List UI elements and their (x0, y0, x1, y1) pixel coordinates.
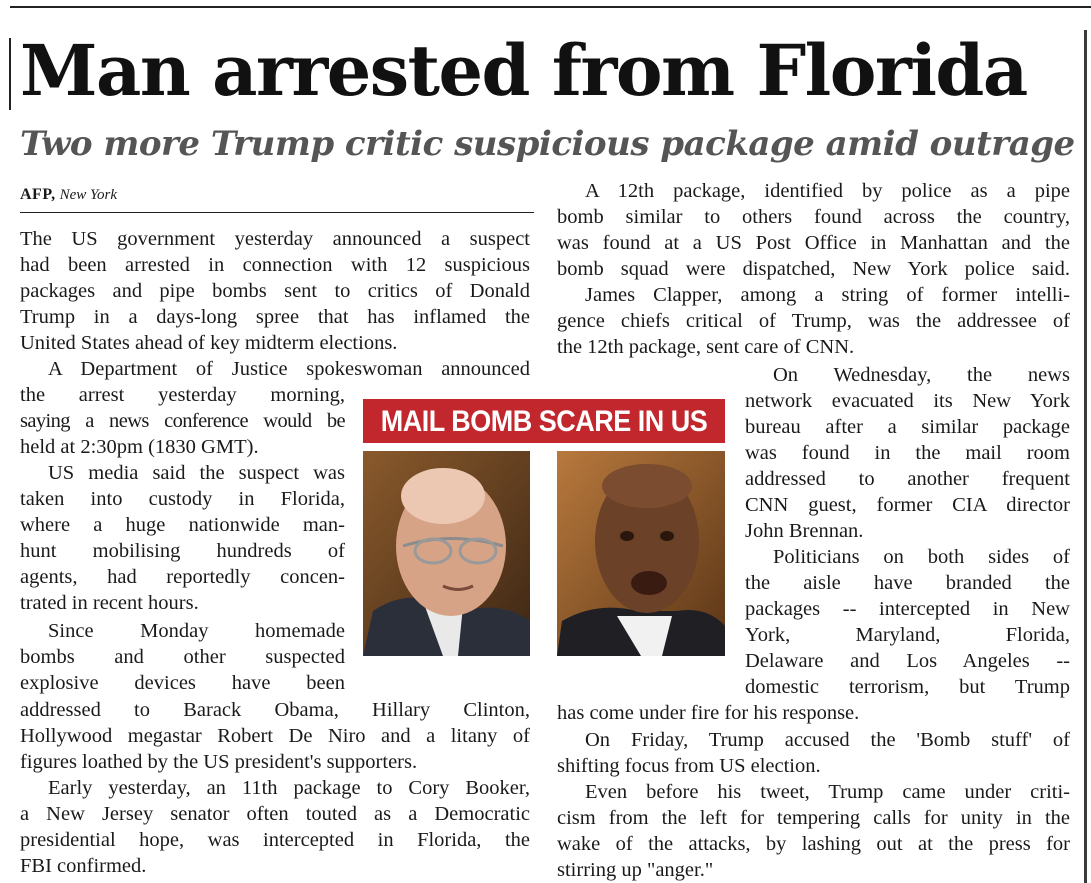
article-line: Hollywood megastar Robert De Niro and a litany of (20, 725, 530, 747)
article-line: Delaware and Los Angeles -- (745, 650, 1070, 672)
headline: Man arrested from Florida (20, 29, 1027, 112)
article-line: cism from the left for tempering calls for unity in the (557, 807, 1070, 829)
article-line: where a huge nationwide man- (20, 514, 345, 536)
byline (20, 184, 117, 206)
article-line: hunt mobilising hundreds of (20, 540, 345, 562)
photo-cory-booker (557, 451, 725, 656)
byline-rule (20, 212, 534, 213)
article-line: a New Jersey senator often touted as a Democratic (20, 803, 530, 825)
article-line: FBI confirmed. (20, 855, 147, 877)
article-line: wake of the attacks, by lashing out at the press for (557, 833, 1070, 855)
article-line: stirring up "anger." (557, 859, 714, 881)
article-line: Even before his tweet, Trump came under criti- (585, 781, 1070, 803)
article-line: bureau after a similar package (745, 416, 1070, 438)
article-line: shifting focus from US election. (557, 755, 821, 777)
article-line: On Wednesday, the news (773, 364, 1070, 386)
photo-james-clapper (363, 451, 530, 656)
article-line: On Friday, Trump accused the 'Bomb stuff' of (585, 729, 1070, 751)
article-line: bomb similar to others found across the country, (557, 206, 1070, 228)
article-line: bomb squad were dispatched, New York police said. (557, 258, 1070, 280)
article-line: A 12th package, identified by police as a pipe (585, 180, 1070, 202)
left-rule (9, 38, 11, 110)
article-line: the arrest yesterday morning, (20, 384, 345, 406)
article-line: was found in the mail room (745, 442, 1070, 464)
article-line: packages -- intercepted in New (745, 598, 1070, 620)
article-line: presidential hope, was intercepted in Florida, the (20, 829, 530, 851)
article-line: addressed to Barack Obama, Hillary Clinton, (20, 699, 530, 721)
article-line: the 12th package, sent care of CNN. (557, 336, 855, 358)
article-line: was found at a US Post Office in Manhattan and the (557, 232, 1070, 254)
article-line: network evacuated its New York (745, 390, 1070, 412)
article-line: Trump in a days-long spree that has inflamed the (20, 306, 530, 328)
article-line: John Brennan. (745, 520, 864, 542)
article-line: has come under fire for his response. (557, 702, 860, 724)
article-line: York, Maryland, Florida, (745, 624, 1070, 646)
article-line: addressed to another frequent (745, 468, 1070, 490)
article-line: trated in recent hours. (20, 592, 199, 614)
article-line: saying a news conference would be (20, 410, 345, 432)
article-line: United States ahead of key midterm elections. (20, 332, 398, 354)
byline-place: New York (59, 187, 118, 203)
subheadline: Two more Trump critic suspicious package amid outrage (20, 124, 1075, 164)
article-line: gence chiefs critical of Trump, was the addressee of (557, 310, 1070, 332)
article-line: US media said the suspect was (48, 462, 345, 484)
article-line: A Department of Justice spokeswoman announced (48, 358, 530, 380)
article-line: figures loathed by the US president's supporters. (20, 751, 418, 773)
article-line: the aisle have branded the (745, 572, 1070, 594)
photo-banner: MAIL BOMB SCARE IN US (363, 399, 725, 443)
article-line: The US government yesterday announced a suspect (20, 228, 530, 250)
byline-agency: AFP, (20, 186, 56, 203)
article-line: domestic terrorism, but Trump (745, 676, 1070, 698)
article-line: agents, had reportedly concen- (20, 566, 345, 588)
article-line: Since Monday homemade (48, 620, 345, 642)
article-line: James Clapper, among a string of former intelli- (585, 284, 1070, 306)
article-line: Politicians on both sides of (773, 546, 1070, 568)
article-line: held at 2:30pm (1830 GMT). (20, 436, 259, 458)
article-line: bombs and other suspected (20, 646, 345, 668)
article-line: packages and pipe bombs sent to critics of Donald (20, 280, 530, 302)
article-line: CNN guest, former CIA director (745, 494, 1070, 516)
article-line: Early yesterday, an 11th package to Cory Booker, (48, 777, 530, 799)
right-column-rule (1084, 30, 1087, 883)
article-line: had been arrested in connection with 12 suspicious (20, 254, 530, 276)
article-line: explosive devices have been (20, 672, 345, 694)
top-rule (10, 6, 1091, 8)
article-line: taken into custody in Florida, (20, 488, 345, 510)
